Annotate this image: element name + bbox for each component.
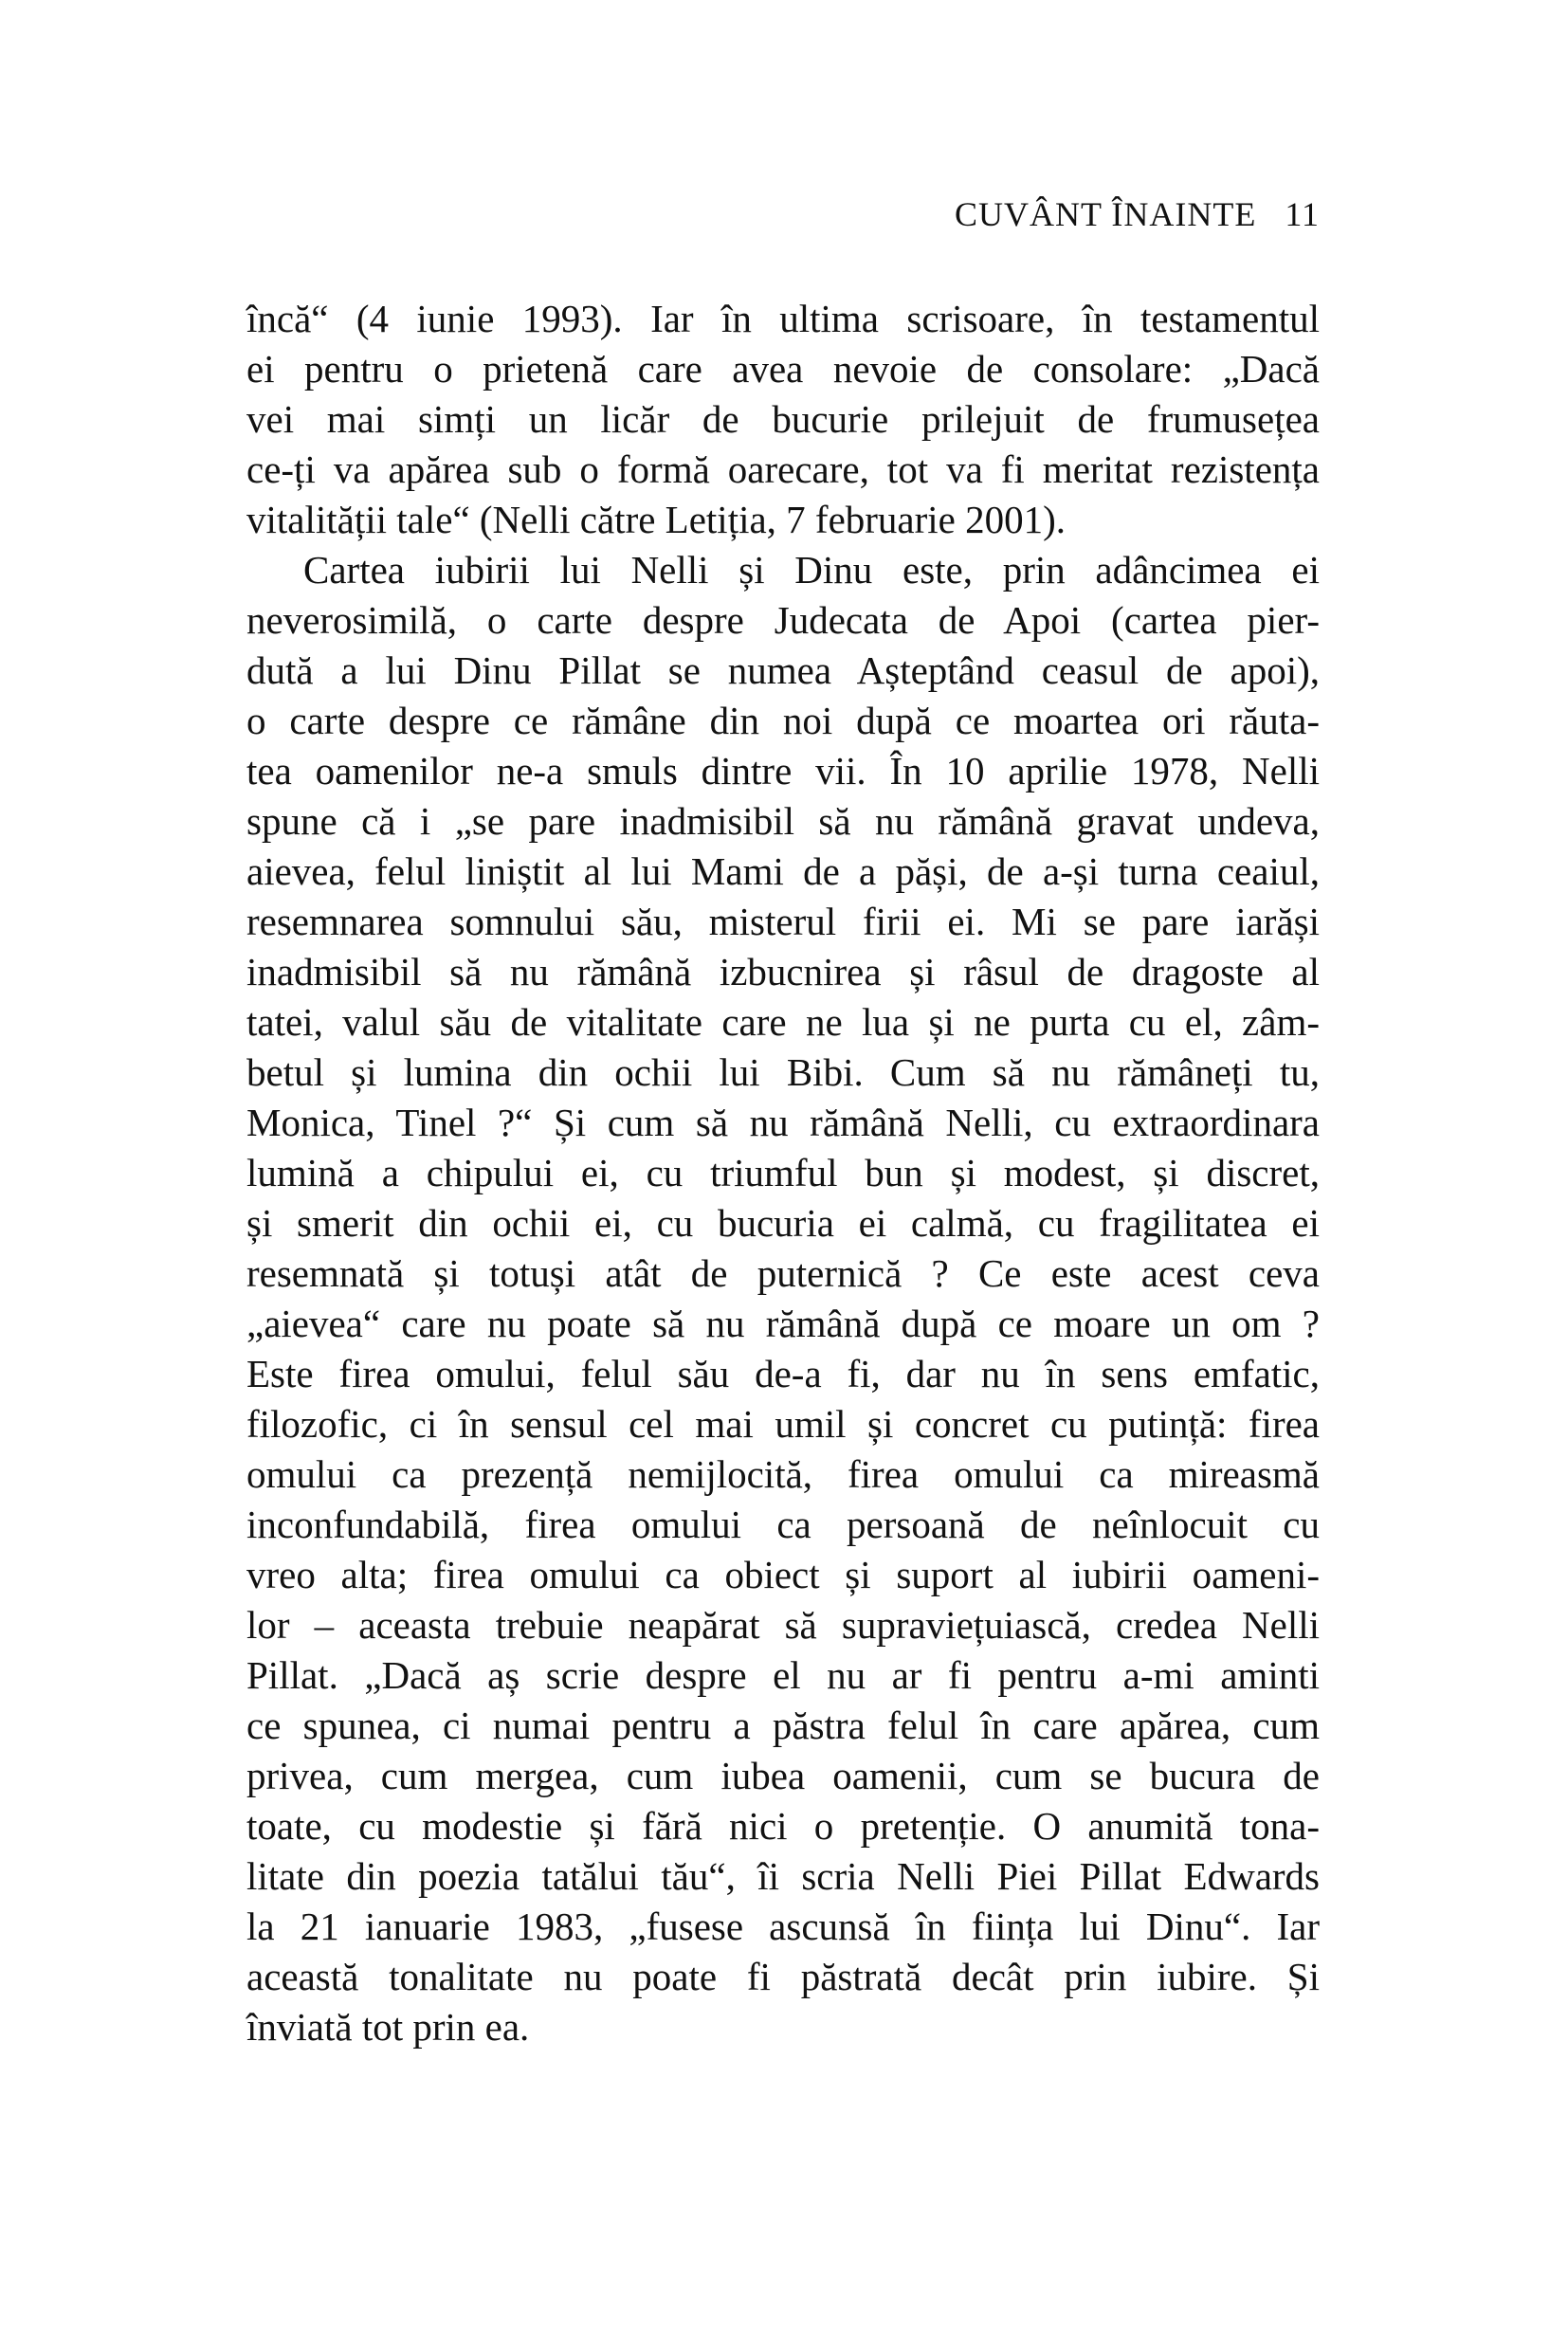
text-line: înviată tot prin ea.: [246, 2005, 530, 2049]
text-line: omului ca prezență nemijlocită, firea omului ca mireasmă: [246, 1452, 1320, 1496]
text-line: tea oamenilor ne-a smuls dintre vii. În 10 aprilie 1978, Nelli: [246, 749, 1320, 793]
text-line: „aievea“ care nu poate să nu rămână după ce moare un om ?: [246, 1302, 1320, 1345]
text-line: betul și lumina din ochii lui Bibi. Cum să nu rămâneți tu,: [246, 1050, 1320, 1094]
text-line: litate din poezia tatălui tău“, îi scria Nelli Piei Pillat Edwards: [246, 1854, 1320, 1898]
text-line: și smerit din ochii ei, cu bucuria ei calmă, cu fragilitatea ei: [246, 1201, 1320, 1245]
text-line: resemnarea somnului său, misterul firii ei. Mi se pare iarăși: [246, 900, 1320, 943]
text-line: tatei, valul său de vitalitate care ne lua și ne purta cu el, zâm-: [246, 1000, 1320, 1044]
text-line: la 21 ianuarie 1983, „fusese ascunsă în ființa lui Dinu“. Iar: [246, 1904, 1320, 1948]
text-line: ei pentru o prietenă care avea nevoie de consolare: „Dacă: [246, 347, 1320, 391]
text-line: inadmisibil să nu rămână izbucnirea și râsul de dragoste al: [246, 950, 1320, 993]
body-text: [246, 294, 1320, 2052]
text-line: aievea, felul liniștit al lui Mami de a păși, de a-și turna ceaiul,: [246, 849, 1320, 893]
text-line: ce-ți va apărea sub o formă oarecare, tot va fi meritat rezistența: [246, 447, 1320, 491]
running-header: [955, 194, 1320, 234]
text-line: lor – aceasta trebuie neapărat să supraviețuiască, credea Nelli: [246, 1603, 1320, 1647]
text-line: Monica, Tinel ?“ Și cum să nu rămână Nelli, cu extraordinara: [246, 1101, 1320, 1144]
text-line: toate, cu modestie și fără nici o pretenție. O anumită tona-: [246, 1804, 1320, 1848]
text-line: filozofic, ci în sensul cel mai umil și concret cu putință: firea: [246, 1402, 1320, 1446]
text-line: lumină a chipului ei, cu triumful bun și modest, și discret,: [246, 1151, 1320, 1194]
text-line: Este firea omului, felul său de-a fi, dar nu în sens emfatic,: [246, 1352, 1320, 1395]
text-line: vei mai simți un licăr de bucurie prilejuit de frumusețea: [246, 397, 1320, 441]
text-line: încă“ (4 iunie 1993). Iar în ultima scrisoare, în testamentul: [246, 297, 1320, 340]
text-line: vitalității tale“ (Nelli către Letiția, 7 februarie 2001).: [246, 498, 1067, 541]
text-line: neverosimilă, o carte despre Judecata de Apoi (cartea pier-: [246, 598, 1320, 642]
text-line: ce spunea, ci numai pentru a păstra felul în care apărea, cum: [246, 1704, 1320, 1747]
text-line: vreo alta; firea omului ca obiect și suport al iubirii oameni-: [246, 1553, 1320, 1596]
text-line: spune că i „se pare inadmisibil să nu rămână gravat undeva,: [246, 799, 1320, 843]
text-line: Pillat. „Dacă aș scrie despre el nu ar fi pentru a-mi aminti: [246, 1653, 1320, 1697]
text-line: inconfundabilă, firea omului ca persoană de neînlocuit cu: [246, 1503, 1320, 1546]
text-line: privea, cum mergea, cum iubea oamenii, cum se bucura de: [246, 1754, 1320, 1797]
text-line: resemnată și totuși atât de puternică ? Ce este acest ceva: [246, 1251, 1320, 1295]
page-number: 11: [1285, 195, 1320, 233]
text-line: dută a lui Dinu Pillat se numea Așteptând ceasul de apoi),: [246, 648, 1320, 692]
text-line: Cartea iubirii lui Nelli și Dinu este, prin adâncimea ei: [303, 548, 1320, 592]
text-line: această tonalitate nu poate fi păstrată decât prin iubire. Și: [246, 1955, 1320, 1998]
text-line: o carte despre ce rămâne din noi după ce moartea ori răuta-: [246, 699, 1320, 742]
chapter-title: CUVÂNT ÎNAINTE: [955, 195, 1257, 233]
